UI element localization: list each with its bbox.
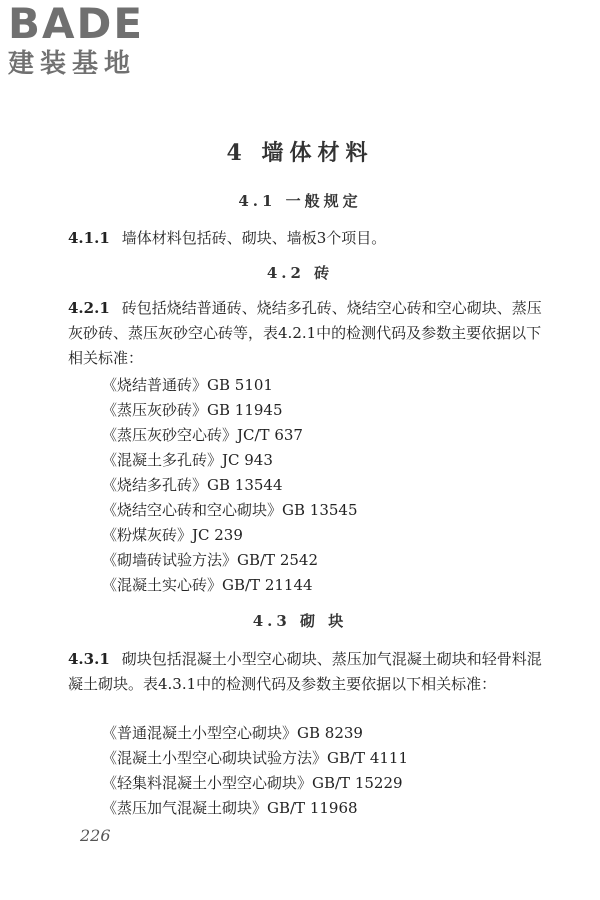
standard-item: 《蒸压灰砂空心砖》JC/T 637 — [102, 426, 303, 444]
paragraph-text: 砖包括烧结普通砖、烧结多孔砖、烧结空心砖和空心砌块、蒸压灰砂砖、蒸压灰砂空心砖等，表4.2.1中的检测代码及参数主要依据以下相关标准： — [68, 299, 542, 367]
standard-item: 《烧结多孔砖》GB 13544 — [102, 476, 283, 494]
standard-item: 《轻集料混凝土小型空心砌块》GB/T 15229 — [102, 774, 403, 792]
paragraph-text: 砌块包括混凝土小型空心砌块、蒸压加气混凝土砌块和轻骨料混凝土砌块。表4.3.1中的检测代码及参数主要依据以下相关标准： — [68, 650, 542, 693]
paragraph-4-1-1 — [68, 226, 548, 251]
logo-subtitle: 建装基地 — [8, 49, 137, 79]
standard-item: 《砌墙砖试验方法》GB/T 2542 — [102, 551, 319, 569]
section-title-4-1: 4.1 一般规定 — [238, 192, 362, 210]
section-title-4-3: 4.3 砌 块 — [252, 612, 348, 630]
standard-item: 《混凝土实心砖》GB/T 21144 — [102, 576, 313, 594]
standard-item: 《混凝土多孔砖》JC 943 — [102, 451, 273, 469]
logo-brand: BADE — [8, 0, 145, 48]
chapter-title: 4 墙体材料 — [226, 140, 374, 166]
standard-item: 《烧结空心砖和空心砌块》GB 13545 — [102, 501, 358, 519]
paragraph-4-2-1 — [68, 296, 548, 371]
paragraph-number: 4.1.1 — [68, 229, 110, 247]
standard-item: 《蒸压加气混凝土砌块》GB/T 11968 — [102, 799, 358, 817]
standard-item: 《普通混凝土小型空心砌块》GB 8239 — [102, 724, 363, 742]
paragraph-text: 墙体材料包括砖、砌块、墙板3个项目。 — [121, 229, 387, 247]
bade-logo — [8, 2, 178, 87]
paragraph-number: 4.2.1 — [68, 299, 110, 317]
paragraph-4-3-1 — [68, 647, 548, 697]
standard-item: 《粉煤灰砖》JC 239 — [102, 526, 243, 544]
page-number: 226 — [80, 826, 111, 845]
standard-item: 《混凝土小型空心砌块试验方法》GB/T 4111 — [102, 749, 409, 767]
section-title-4-2: 4.2 砖 — [266, 264, 334, 282]
standard-item: 《烧结普通砖》GB 5101 — [102, 376, 273, 394]
paragraph-number: 4.3.1 — [68, 650, 110, 668]
standard-item: 《蒸压灰砂砖》GB 11945 — [102, 401, 283, 419]
